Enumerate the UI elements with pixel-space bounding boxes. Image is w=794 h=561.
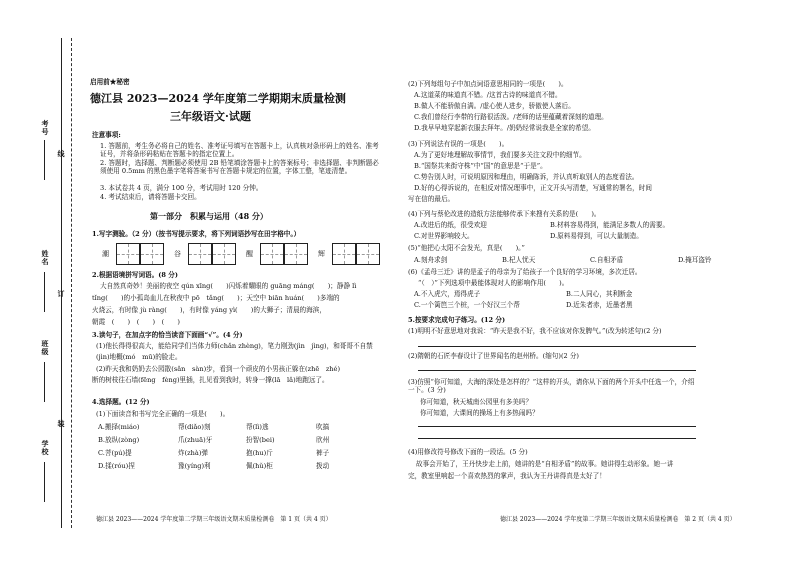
notice-1: 1. 答题前，考生务必将自己的姓名、准考证号填写在答题卡上，认真核对条形码上的姓名、准考证号，并将条形码粘贴在答题卡的指定位置上。 — [100, 142, 379, 158]
q4-2-option: B.做人不能骄傲自满。/虚心使人进步，骄傲使人落后。 — [414, 102, 575, 110]
q2-line-3: 火烧云，有时像 jù ràng( )，有时像 yáng yì( )的大狮子；清晨的海滨， — [92, 306, 326, 314]
q4-option-a: 帮(lì)逃 — [246, 423, 269, 431]
exam-title: 德江县 2023—2024 学年度第二学期期末质量检测 — [90, 92, 346, 105]
notice-3: 3. 本试卷共 4 页，满分 100 分，考试用时 120 分钟。 — [100, 184, 263, 192]
q4-option-a: A.搬择(miáo) — [98, 423, 140, 431]
q4-option-d: 拨动 — [316, 462, 330, 470]
q4-6-quote: “（ ）”下列选项中最能体现对人的影响作用( )。 — [418, 279, 569, 287]
q4-option-d: D.揉(róu)捏 — [98, 462, 135, 470]
q5-1-prompt: (1)明明不好意思地对我说：“昨天是我不好，我不应该对你发脾气。”(改为转述句)(2 分) — [408, 327, 662, 335]
answer-line — [418, 438, 696, 439]
q4-3-prompt: (3)下列说法有误的一项是( )。 — [408, 140, 509, 148]
q4-4-option: A.改进后的纸，很受欢迎 — [414, 221, 487, 229]
q2-line-4: 朝霞 ( ) ( ) ( ) — [92, 318, 180, 326]
q4-option-b: 爪(zhuā)牙 — [178, 436, 213, 444]
q4-6-option: D.近朱者赤，近墨者黑 — [566, 301, 633, 309]
q4-6-option: B.二人同心，其利断金 — [566, 290, 633, 298]
q1-word-2: 谷 — [174, 250, 181, 258]
binding-strip — [0, 0, 84, 561]
writing-grid — [356, 243, 380, 265]
q4-option-c: 裤子 — [316, 449, 330, 457]
q4-3-option: A.为了更好地理解故事情节，我们要多关注文段中的细节。 — [414, 151, 586, 159]
page-footer-left: 德江县 2023——2024 学年度第二学期三年级语文期末质量检测卷 第 1 页（共 4 页） — [96, 516, 332, 523]
q4-option-c: C.菩(pú)提 — [98, 449, 132, 457]
q1-prompt: 1.写字测验。（2 分）（按书写提示要求，将下列词语抄写在田字格中。） — [92, 230, 301, 238]
answer-line — [418, 370, 696, 371]
q4-option-c: 抱(hu)斤 — [246, 449, 273, 457]
q1-word-4: 辉 — [318, 250, 325, 258]
school-label: 学校 — [41, 440, 50, 456]
q4-2-option: A.这道菜的味道真不错。/这首古诗的味道真不错。 — [414, 91, 562, 99]
writing-grid — [260, 243, 284, 265]
q4-5-prompt: (5)“他把心太阳不会发光，真是( )。” — [408, 244, 525, 252]
q5-4-text: 完，教室里响起一个喜欢热烈的掌声，我认为王丹讲得真是太好了！ — [408, 472, 606, 480]
exam-no-label: 考号 — [41, 120, 50, 136]
notice-2: 2. 答题时，选择题、判断题必须使用 2B 铅笔填涂答题卡上的答案标号；非选择题、非判断题必须使用 0.5mm 的黑色墨字笔将答案书写在答题卡规定的位置，字体工整，笔迹清楚。 — [100, 159, 379, 175]
writing-grid — [140, 243, 164, 265]
q4-3-option: D.好的心得诉说的，在相反对情况理事中，正文开头写清楚，写通常的署名，时间 — [414, 184, 652, 192]
q5-prompt: 5.按要求完成句子练习。(12 分) — [408, 316, 506, 324]
q4-option-a: 吹搞 — [316, 423, 330, 431]
q4-option-b: 欣州 — [316, 436, 330, 444]
q4-3-option-cont: 写在信的最后。 — [408, 195, 455, 203]
q3-line-4: 断的树枝往石墙(fēng fèng)里插，扎见看到我时，转身一撑(lā lǎ)地跑远了。 — [92, 376, 329, 384]
q4-4-option: C.对世界影响较大。 — [414, 232, 474, 240]
q4-option-d: 佩(hǔ)柜 — [246, 462, 273, 470]
q4-option-b: B.放纵(zòng) — [98, 436, 140, 444]
q4-3-option: C.势告别人时，可说明原因和理由，明确陈诉，并认真听取别人的态度看法。 — [414, 173, 639, 181]
exam-subtitle: 三年级语文·试题 — [170, 110, 251, 123]
q5-4-text: 故事会开始了，王丹快步走上前，她讲的是“自相矛盾”的故事。她讲得生动形象。她一讲 — [416, 460, 674, 468]
writing-grid — [284, 243, 308, 265]
q1-word-3: 醒 — [246, 250, 253, 258]
notice-4: 4. 考试结束后，请将答题卡交回。 — [100, 193, 201, 201]
seal-mark-bind: 装 — [57, 420, 66, 428]
seal-dashed-line — [71, 38, 72, 528]
writing-grid — [332, 243, 356, 265]
name-label: 姓名 — [41, 250, 50, 266]
q5-2-prompt: (2)隋朝的石匠李春设计了世界闻名的赵州桥。(缩句)(2 分) — [408, 352, 579, 360]
q5-3-prompt: (3)仿照“你可知道，大海的深处是怎样的？”这样的开头，请你从下面的两个开头中任选一个，介绍一下。(3 分) — [408, 378, 695, 394]
binding-line — [61, 38, 62, 528]
q4-4-option: B.材料容易得到，能满足多数人的需要。 — [550, 221, 670, 229]
answer-line — [418, 426, 696, 427]
q2-prompt: 2.根据语境拼写词语。(8 分) — [92, 271, 178, 279]
q1-word-1: 潮 — [102, 250, 109, 258]
q4-2-option: C.我们曾经行李带的行路很活泼。/老师的话里蕴藏着深刻的道理。 — [414, 113, 608, 121]
q2-line-2: tǐng( )的小孤岛血儿在秋夜中 pō tǎng( )；天空中 biān huán( )多端的 — [92, 294, 340, 302]
q4-3-option: B.“国祭共来街守株”中“国”的意思是“于是”。 — [414, 162, 547, 170]
page-footer-right: 德江县 2023——2024 学年度第二学期三年级语文期末质量检测卷 第 2 页（共 4 页） — [500, 516, 736, 523]
part1-heading: 第一部分 积累与运用（48 分） — [150, 211, 268, 221]
q4-6-prompt: (6)《孟母三迁》讲的是孟子的母亲为了给孩子一个良好的学习环境，多次迁居。 — [408, 268, 642, 276]
q3-line-3: (2)昨天我和奶奶去公园散(sǎn sàn)步，看到一个顽皮的小男孩正躲在(zhē zhé) — [96, 365, 341, 373]
q4-prompt: 4.选择题。(12 分) — [92, 398, 150, 406]
q3-prompt: 3.读句子，在加点字的恰当读音下面画“√”。(4 分) — [92, 331, 243, 339]
confidential-mark: 启用前★秘密 — [90, 78, 130, 86]
name-field — [44, 272, 45, 312]
q4-option-d: 豫(yíng)利 — [178, 462, 211, 470]
q5-4-prompt: (4)用修改符号修改下面的一段话。(5 分) — [408, 448, 528, 456]
q2-line-1: 大自然真奇妙！美丽的夜空 qún xīng( )闪烁着耀眼的 guāng máng( )；静静 lì — [100, 282, 357, 290]
q4-6-option: C.一个篱笆三个桩，一个好汉三个帮 — [414, 301, 520, 309]
q4-5-option: C.自相矛盾 — [590, 256, 624, 264]
q4-2-option: D.我早早地穿起新衣服去拜年。/奶奶经常说我是全家的希望。 — [414, 124, 595, 132]
q5-3-option-b: 你可知道，大课间的操场上有多热闹吗？ — [420, 409, 539, 417]
q4-4-prompt: (4)下列与蔡伦改进的造纸方法能够传承下来搜有关系的是( )。 — [408, 210, 601, 218]
class-label: 班级 — [41, 340, 50, 356]
q4-option-a: 帮(diǎo)刻 — [178, 423, 211, 431]
answer-line — [418, 346, 696, 347]
seal-mark-line: 线 — [57, 150, 66, 158]
writing-grid — [116, 243, 140, 265]
q4-5-option: D.掩耳盗铃 — [678, 256, 712, 264]
q4-4-option: D.原料易得到，可以大量制造。 — [550, 232, 643, 240]
q3-line-1: (1)他长得得很高大，能给同学们当体力师(chǎn zhèng)，笔力刚劲(jìn jìng)，和哥哥不自禁 — [96, 342, 373, 350]
school-field — [44, 462, 45, 502]
q4-option-c: 炸(zhà)弹 — [178, 449, 208, 457]
q4-2-prompt: (2)下列每组句子中加点词语意思相同的一项是( )。 — [408, 80, 568, 88]
q3-line-2: (jìn)地概(mó mū)的脸走。 — [96, 353, 182, 361]
notice-heading: 注意事项: — [92, 131, 121, 139]
q4-6-option: A.不入虎穴，焉得虎子 — [414, 290, 481, 298]
writing-grid — [188, 243, 212, 265]
writing-grid — [212, 243, 236, 265]
q4-option-b: 扮智(bei) — [246, 436, 275, 444]
q4-5-option: A.刻舟求剑 — [414, 256, 448, 264]
q5-3-option-a: 你可知道，秋天城南公园里有多美吗？ — [420, 398, 533, 406]
seal-mark-order: 订 — [57, 290, 66, 298]
q4-1-prompt: (1)下面读音和书写完全正确的一项是( )。 — [96, 410, 230, 418]
q4-5-option: B.杞人忧天 — [502, 256, 536, 264]
exam-no-field — [44, 140, 45, 180]
class-field — [44, 362, 45, 402]
